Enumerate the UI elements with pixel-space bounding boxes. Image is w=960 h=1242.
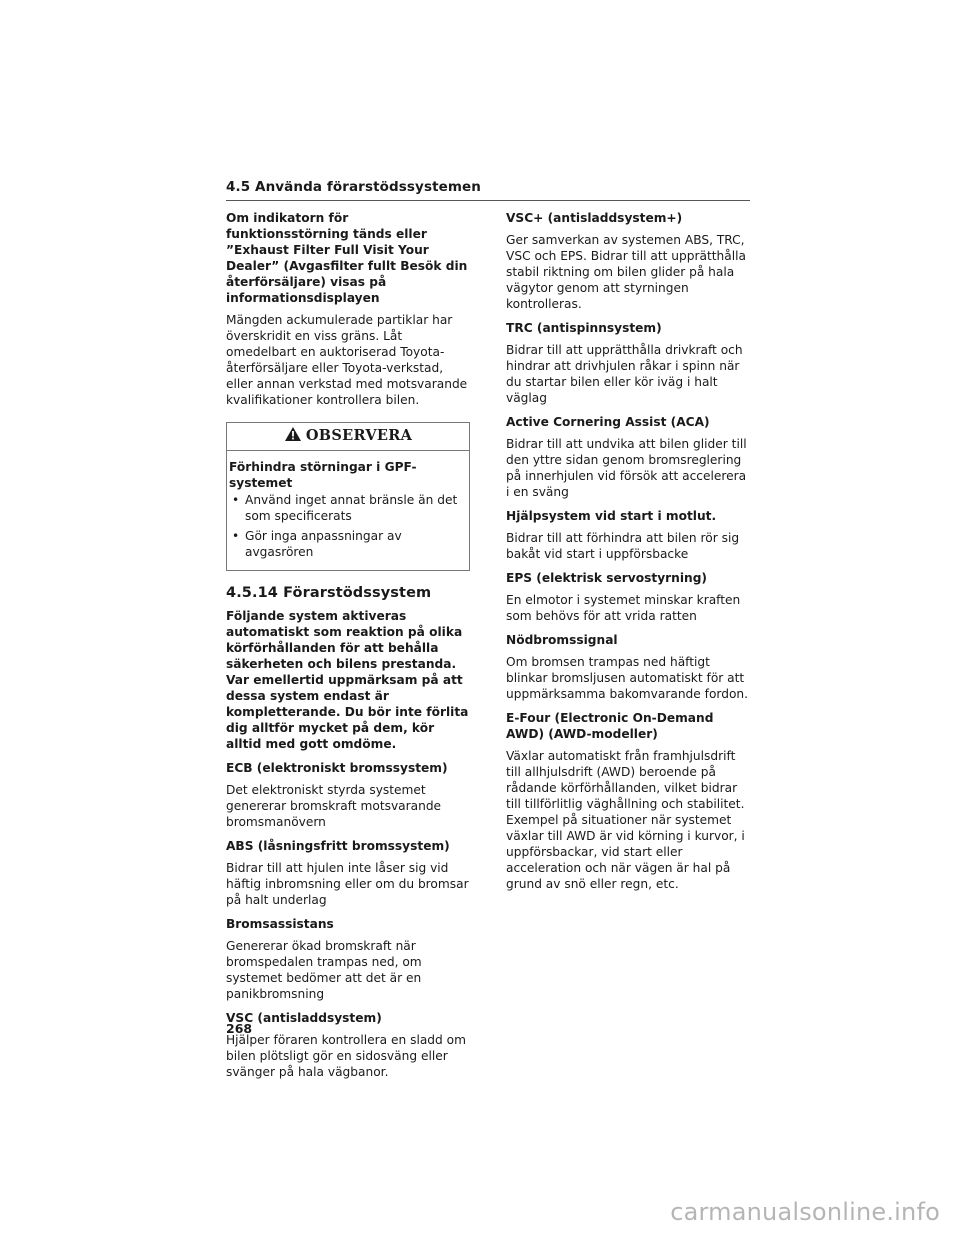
- notice-item-text: Använd inget annat bränsle än det som specificerats: [245, 493, 458, 523]
- notice-title: Förhindra störningar i GPF-systemet: [229, 460, 417, 490]
- section-body-ecb: Det elektroniskt styrda systemet genererar bromskraft motsvarande bromsmanövern: [226, 783, 442, 829]
- section-body-brake-assist: Genererar ökad bromskraft när bromspedalen trampas ned, om systemet bedömer att det är en panikbromsning: [226, 939, 422, 1001]
- section-body-trc: Bidrar till att upprätthålla drivkraft och hindrar att drivhjulen råkar i spinn när du startar bilen eller kör iväg i halt väglag: [506, 343, 743, 405]
- section-header: 4.5 Använda förarstödssystemen: [226, 179, 750, 201]
- section-title-vsc: VSC (antisladdsystem): [226, 1011, 382, 1025]
- section-title-eps: EPS (elektrisk servostyrning): [506, 571, 707, 585]
- section-body-aca: Bidrar till att undvika att bilen glider till den yttre sidan genom bromsreglering på innerhjulen vid försök att accelerera i en sväng: [506, 437, 747, 499]
- section-body-e-four: Växlar automatiskt från framhjulsdrift till allhjulsdrift (AWD) beroende på rådande körförhållanden, vilket bidrar till tillförlitlig väghållning och stabilitet. Exempel på situationer när systemet växlar till AWD är vid körning i kurvor, i uppförsbackar, vid start eller acceleration och när vägen är hal på grund av snö eller regn, etc.: [506, 749, 745, 891]
- page-number: 268: [226, 1021, 253, 1036]
- notice-header: [227, 423, 469, 451]
- section-title-trc: TRC (antispinnsystem): [506, 321, 662, 335]
- section-body-eps: En elmotor i systemet minskar kraften som behövs för att vrida ratten: [506, 593, 741, 623]
- indicator-body: Mängden ackumulerade partiklar har överskridit en viss gräns. Låt omedelbart en auktoriserad Toyota-återförsäljare eller Toyota-verkstad, eller annan verkstad med motsvarande kvalifikationer kontrollera bilen.: [226, 313, 468, 407]
- section-title-aca: Active Cornering Assist (ACA): [506, 415, 710, 429]
- section-body-vsc: Hjälper föraren kontrollera en sladd om bilen plötsligt gör en sidosväng eller svänger på hala vägbanor.: [226, 1033, 466, 1079]
- section-body-abs: Bidrar till att hjulen inte låser sig vid häftig inbromsning eller om du bromsar på halt underlag: [226, 861, 469, 907]
- notice-body: [227, 451, 469, 560]
- left-column: [226, 210, 470, 1088]
- indicator-heading: Om indikatorn för funktionsstörning tänds eller ”Exhaust Filter Full Visit Your Dealer” (Avgasfilter fullt Besök din återförsäljare) visas på informationsdisplayen: [226, 211, 468, 305]
- notice-label: OBSERVERA: [305, 427, 413, 444]
- watermark: carmanualsonline.info: [670, 1198, 940, 1226]
- section-title-hill-start: Hjälpsystem vid start i motlut.: [506, 509, 717, 523]
- section-title-emergency-brake-signal: Nödbromssignal: [506, 633, 618, 647]
- section-body-hill-start: Bidrar till att förhindra att bilen rör sig bakåt vid start i uppförsbacke: [506, 531, 740, 561]
- section-title-ecb: ECB (elektroniskt bromssystem): [226, 761, 448, 775]
- subsection-intro: Följande system aktiveras automatiskt som reaktion på olika körförhållanden för att behålla säkerheten och bilens prestanda. Var emellertid uppmärksam på att dessa system endast är kompletterande. Du bör inte förlita dig alltför mycket på dem, kör alltid med gott omdöme.: [226, 609, 469, 751]
- notice-item: [229, 528, 467, 560]
- notice-item: [229, 492, 467, 524]
- section-title-e-four: E-Four (Electronic On-Demand AWD) (AWD-modeller): [506, 711, 714, 741]
- section-title-abs: ABS (låsningsfritt bromssystem): [226, 839, 450, 853]
- section-title-vsc-plus: VSC+ (antisladdsystem+): [506, 211, 683, 225]
- section-title-brake-assist: Bromsassistans: [226, 917, 334, 931]
- bullet-icon: •: [232, 493, 240, 507]
- section-body-vsc-plus: Ger samverkan av systemen ABS, TRC, VSC och EPS. Bidrar till att upprätthålla stabil riktning om bilen glider på hala vägytor genom att styrningen kontrolleras.: [506, 233, 746, 311]
- notice-item-text: Gör inga anpassningar av avgasrören: [245, 529, 402, 559]
- notice-list: [229, 492, 467, 560]
- notice-box: [226, 422, 470, 571]
- warning-triangle-icon: [284, 426, 302, 446]
- bullet-icon: •: [232, 529, 240, 543]
- section-body-emergency-brake-signal: Om bromsen trampas ned häftigt blinkar bromsljusen automatiskt för att uppmärksamma bakomvarande fordon.: [506, 655, 748, 701]
- right-column: [506, 210, 750, 900]
- subsection-title: 4.5.14 Förarstödssystem: [226, 585, 432, 601]
